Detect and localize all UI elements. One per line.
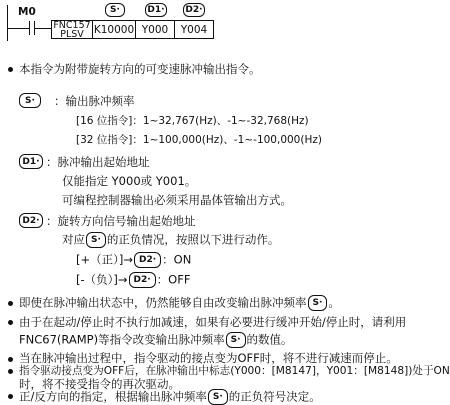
param-d2-title: ：旋转方向信号输出起始地址: [46, 214, 196, 228]
header-d2-badge: D2·: [183, 3, 205, 17]
param-d1-line1: 仅能指定 Y000或 Y001。: [62, 174, 197, 188]
instruction-cell: [51, 20, 93, 39]
note-5-pre: 正/反方向的指定，根据输出脉冲频率: [19, 389, 207, 404]
param-s-range-32: [32 位指令]：1~100,000(Hz)、-1~-100,000(Hz): [76, 134, 322, 146]
note-1-post: 。: [328, 295, 340, 310]
note-1: [19, 295, 340, 311]
rung-line-right: [34, 28, 51, 29]
d2-neg-post: ：OFF: [156, 272, 191, 287]
bullet: [8, 301, 13, 306]
bullet: [8, 394, 13, 399]
d2-line1-pre: 对应: [62, 232, 85, 247]
bullet: [8, 320, 13, 325]
note-2-line1: 由于在起动/停止时不执行加减速，如果有必要进行缓冲开始/停止时，请利用: [19, 315, 407, 329]
header-d1-badge: D1·: [145, 3, 167, 17]
d2-pos-post: ：ON: [162, 252, 192, 267]
intro-text: 本指令为附带旋转方向的可变速脉冲输出指令。: [19, 62, 261, 76]
instruction-name: PLSV: [60, 28, 84, 40]
note-1-badge: S·: [308, 295, 328, 311]
operand-d1-cell: [135, 20, 175, 39]
param-d1-badge: D1·: [19, 154, 43, 169]
note-2-line2: [19, 332, 293, 348]
param-d2-negative: [76, 272, 190, 288]
d2-neg-pre: [-（负）]→: [76, 272, 128, 287]
contact-symbol-left: [29, 21, 30, 35]
note-4-line1: 指令驱动接点变为OFF后，在脉冲输出中标志(Y000：[M8147]，Y001：[M8148])处于ON: [19, 365, 450, 377]
bullet: [8, 67, 13, 72]
param-s-title: ：输出脉冲频率: [54, 94, 135, 108]
param-d2-badge: D2·: [19, 213, 43, 228]
left-power-rail: [7, 5, 8, 41]
d2-neg-badge: D2·: [129, 272, 156, 288]
d2-line1-badge: S·: [86, 232, 106, 248]
note-1-pre: 即使在脉冲输出状态中，仍然能够自由改变输出脉冲频率: [19, 295, 307, 310]
param-s-badge: S·: [19, 93, 41, 108]
note-2-pre: FNC67(RAMP)等指令改变输出脉冲频率: [19, 332, 225, 347]
operand-d2-cell: [174, 20, 214, 39]
note-3: 当在脉冲输出过程中，指令驱动的接点变为OFF时，将不进行减速而停止。: [19, 351, 398, 365]
param-s-range-16: [16 位指令]：1~32,767(Hz)、-1~-32,768(Hz): [76, 115, 309, 127]
note-5-badge: S·: [208, 389, 228, 405]
operand-d2-value: Y004: [180, 23, 208, 36]
operand-s-value: K10000: [93, 23, 135, 36]
operand-d1-value: Y000: [141, 23, 169, 36]
note-4-line2: 时，将不接受指令的再次驱动。: [19, 377, 180, 391]
param-d1-line2: 可编程控制器输出必须采用晶体管输出方式。: [62, 193, 292, 207]
operand-s-cell: [92, 20, 136, 39]
bullet: [8, 357, 13, 362]
d2-line1-post: 的正负情况，按照以下进行动作。: [106, 232, 280, 247]
param-d2-line1: [62, 232, 279, 248]
note-5-post: 的正负符号决定。: [228, 389, 321, 404]
d2-pos-pre: [+（正）]→: [76, 252, 133, 267]
rung-line-left: [7, 28, 29, 29]
param-d1-title: ：脉冲输出起始地址: [46, 155, 150, 169]
d2-pos-badge: D2·: [134, 252, 161, 268]
header-s-badge: S·: [105, 3, 125, 17]
note-2-post: 的数值。: [246, 332, 293, 347]
instruction-code: FNC157: [53, 19, 91, 31]
note-5: [19, 389, 321, 405]
param-d2-positive: [76, 252, 191, 268]
note-2-badge: S·: [226, 332, 246, 348]
contact-label: M0: [18, 6, 36, 18]
bullet: [8, 369, 13, 374]
